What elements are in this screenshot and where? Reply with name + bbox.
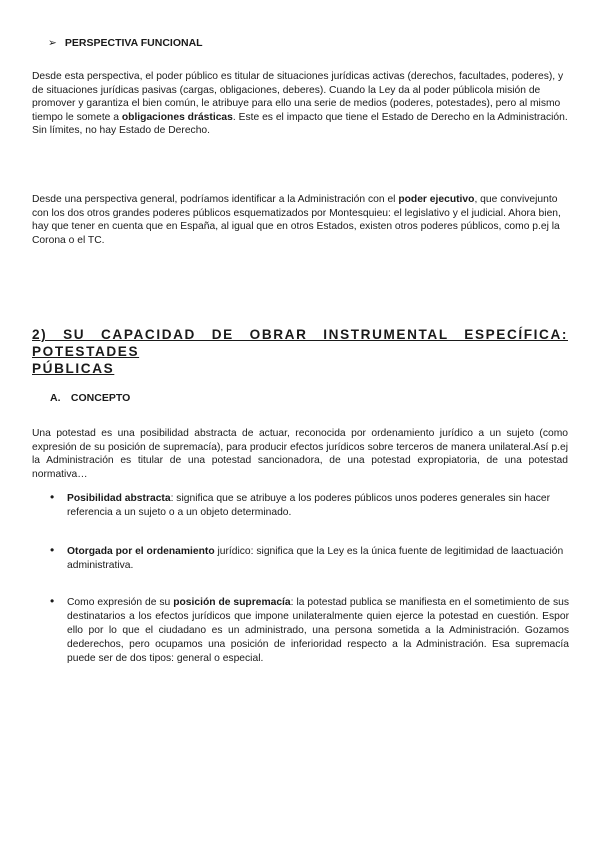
list-item-otorgada-ordenamiento: [67, 545, 569, 573]
list-item-text: : la potestad publica se manifiesta en el sometimiento de sus destinatarios a los efectos jurídicos que impone unilateralmente quien ejerce la potestad en cuestión. Espor ello por lo que el ciudadano es un administrado, una persona sometida a la Administración. Gozamos dederechos, pero ocupamos una posición de inferioridad respecto a la Administración. Esa supremacía puede ser de dos tipos: general o especial.: [67, 597, 569, 664]
list-item-emphasis: posición de supremacía: [173, 597, 291, 608]
section-heading-potestades-publicas: [32, 326, 568, 377]
paragraph-perspectiva-funcional: [32, 70, 568, 138]
section-heading-line-2: PÚBLICAS: [32, 361, 115, 376]
paragraph-potestad-definicion: Una potestad es una posibilidad abstracta de actuar, reconocida por ordenamiento jurídico a un sujeto (como expresión de su posición de supremacía), para producir efectos jurídicos sobre terceros de manera unilateral.Así p.ej la Administración es titular de una potestad sancionadora, de una potestad expropiatoria, de una potestad normativa…: [32, 428, 568, 480]
paragraph-text: . Este es el impacto que tiene el Estado de Derecho en la Administración. Sin límites, no hay Estado de Derecho.: [32, 111, 568, 137]
bullet-icon: •: [50, 594, 55, 608]
subsection-heading-concepto: [50, 392, 130, 404]
paragraph-text: , que convivejunto con los dos otros grandes poderes públicos esquematizados por Montesquieu: el legislativo y el judicial. Ahora bien, hay que tener en cuenta que en España, al igual que en otros Estados, existen otros poderes públicos, como p.ej la Corona o el TC.: [32, 194, 561, 246]
paragraph-perspectiva-general: [32, 193, 568, 247]
arrow-bullet-icon: ➢: [48, 37, 57, 49]
bullet-icon: •: [50, 490, 55, 504]
section-heading-perspectiva-funcional: [48, 37, 203, 49]
emphasis-text: poder ejecutivo: [398, 194, 475, 205]
list-item-text: jurídico: significa que la Ley es la única fuente de legitimidad de laactuación administrativa.: [67, 546, 564, 571]
emphasis-text: obligaciones drásticas: [121, 111, 233, 123]
bullet-icon: •: [50, 543, 55, 557]
list-item-posicion-supremacia: [67, 596, 569, 666]
subsection-letter: A.: [50, 392, 61, 404]
subsection-heading-text: CONCEPTO: [70, 392, 131, 404]
list-item-emphasis: Otorgada por el ordenamiento: [67, 546, 215, 557]
section-heading-text: PERSPECTIVA FUNCIONAL: [64, 37, 203, 49]
section-heading-line-1: 2) SU CAPACIDAD DE OBRAR INSTRUMENTAL ESPECÍFICA: POTESTADES: [32, 327, 568, 359]
list-item-text: : significa que se atribuye a los poderes públicos unos poderes generales sin hacer referencia a un sujeto o a un objeto determinado.: [67, 493, 551, 518]
list-item-posibilidad-abstracta: [67, 492, 569, 520]
list-item-text: Como expresión de su: [67, 597, 174, 608]
paragraph-text: Desde esta perspectiva, el poder público es titular de situaciones jurídicas activas (derechos, facultades, poderes), y de situaciones jurídicas pasivas (cargas, obligaciones, deberes). Cuando la Ley da al poder públicola misión de promover y garantiza el bien común, le atribuye para ello una serie de medios (poderes, potestades), pero al mismo tiempo le somete a: [32, 71, 564, 123]
paragraph-text: Desde una perspectiva general, podríamos identificar a la Administración con el: [32, 194, 399, 205]
list-item-emphasis: Posibilidad abstracta: [67, 493, 171, 504]
